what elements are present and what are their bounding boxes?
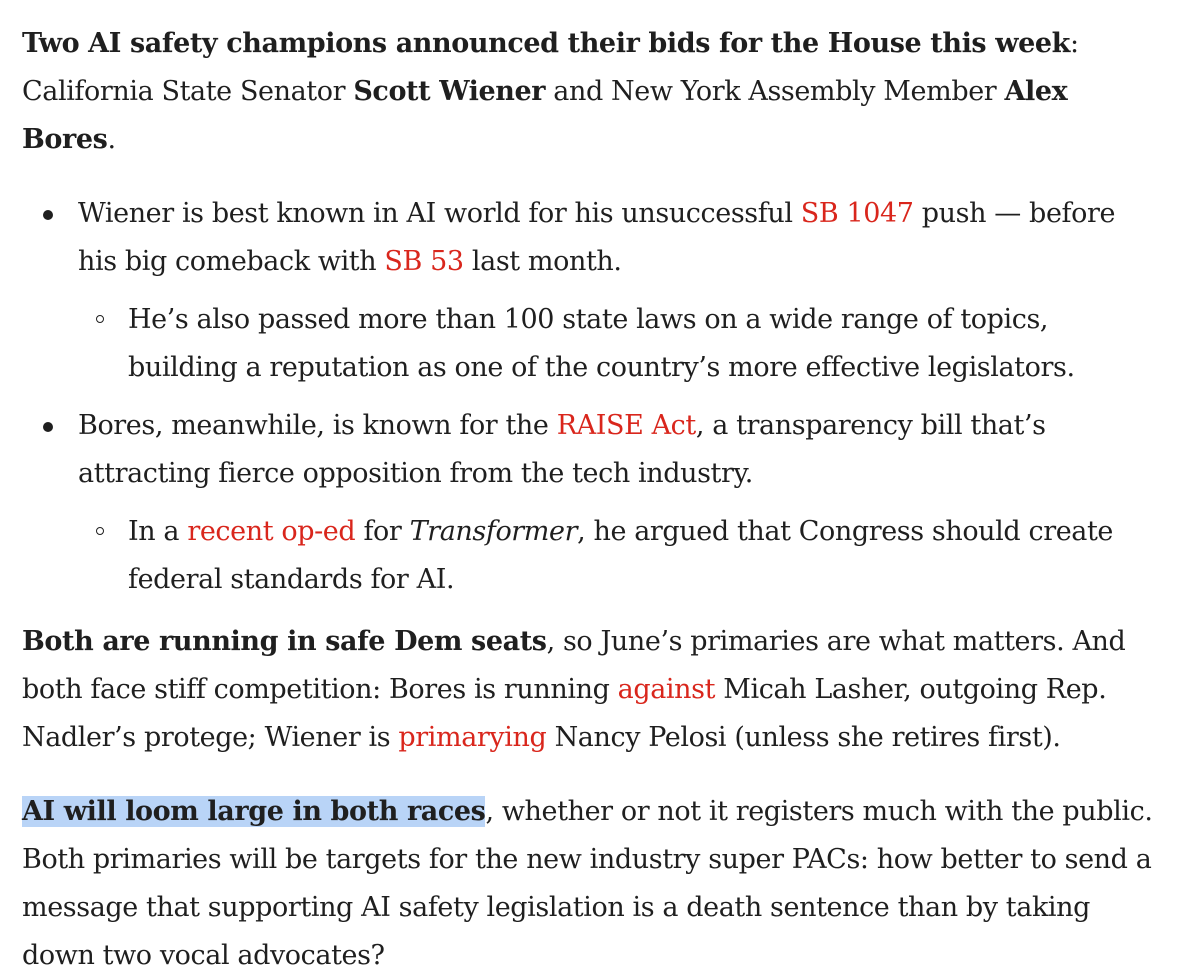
bullet-circle-icon bbox=[96, 527, 104, 535]
primaries-bold-lead: Both are running in safe Dem seats bbox=[22, 626, 547, 657]
sub-bullet-item bbox=[128, 296, 1160, 392]
bullet-text: Wiener is best known in AI world for his unsuccessful bbox=[78, 198, 801, 229]
link-primarying[interactable]: primarying bbox=[398, 722, 547, 753]
primaries-text: , so June’s primaries are what matters. And both face stiff competition: Bores is running bbox=[22, 626, 1126, 705]
sub-bullet-text: In a bbox=[128, 516, 188, 547]
bullet-text: , a transparency bill that’s attracting fierce opposition from the tech industry. bbox=[78, 410, 1046, 489]
bullet-item-bores bbox=[78, 402, 1160, 604]
sub-bullet-item bbox=[128, 508, 1160, 604]
link-sb-1047[interactable]: SB 1047 bbox=[800, 198, 914, 229]
link-recent-op-ed[interactable]: recent op-ed bbox=[187, 516, 356, 547]
bullet-disc-icon bbox=[43, 210, 53, 220]
bullet-item-wiener bbox=[78, 190, 1160, 392]
sub-bullet-list bbox=[78, 508, 1160, 604]
intro-text: and New York Assembly Member bbox=[545, 76, 1005, 107]
intro-bold-lead: Two AI safety champions announced their bids for the House this week bbox=[22, 28, 1070, 59]
paragraph-ai-races bbox=[22, 788, 1160, 980]
sub-bullet-text: He’s also passed more than 100 state laws on a wide range of topics, building a reputation as one of the country’s more effective legislators. bbox=[128, 304, 1075, 383]
bullet-text: last month. bbox=[463, 246, 622, 277]
paragraph-intro bbox=[22, 20, 1160, 164]
publication-name: Transformer bbox=[409, 516, 578, 547]
bullet-disc-icon bbox=[43, 422, 53, 432]
bullet-text: push — before his big comeback with bbox=[78, 198, 1116, 277]
highlighted-bold-lead[interactable]: AI will loom large in both races bbox=[22, 796, 486, 827]
bullet-text: Bores, meanwhile, is known for the bbox=[78, 410, 557, 441]
sub-bullet-list bbox=[78, 296, 1160, 392]
name-scott-wiener: Scott Wiener bbox=[353, 76, 546, 107]
ai-races-text: , whether or not it registers much with the public. Both primaries will be targets for the new industry super PACs: how better to send a message that supporting AI safety legislation is a death sentence than by taking down two vocal advocates? bbox=[22, 796, 1153, 971]
link-sb-53[interactable]: SB 53 bbox=[384, 246, 464, 277]
bullet-circle-icon bbox=[96, 315, 104, 323]
link-against[interactable]: against bbox=[617, 674, 716, 705]
sub-bullet-text: , he argued that Congress should create federal standards for AI. bbox=[128, 516, 1114, 595]
intro-text: : California State Senator bbox=[22, 28, 1079, 107]
intro-text: . bbox=[107, 124, 116, 155]
primaries-text: Micah Lasher, outgoing Rep. Nadler’s protege; Wiener is bbox=[22, 674, 1107, 753]
sub-bullet-text: for bbox=[355, 516, 410, 547]
name-alex-bores: Alex Bores bbox=[22, 76, 1068, 155]
link-raise-act[interactable]: RAISE Act bbox=[556, 410, 696, 441]
paragraph-primaries bbox=[22, 618, 1160, 762]
bullet-list bbox=[22, 190, 1160, 604]
primaries-text: Nancy Pelosi (unless she retires first). bbox=[546, 722, 1061, 753]
